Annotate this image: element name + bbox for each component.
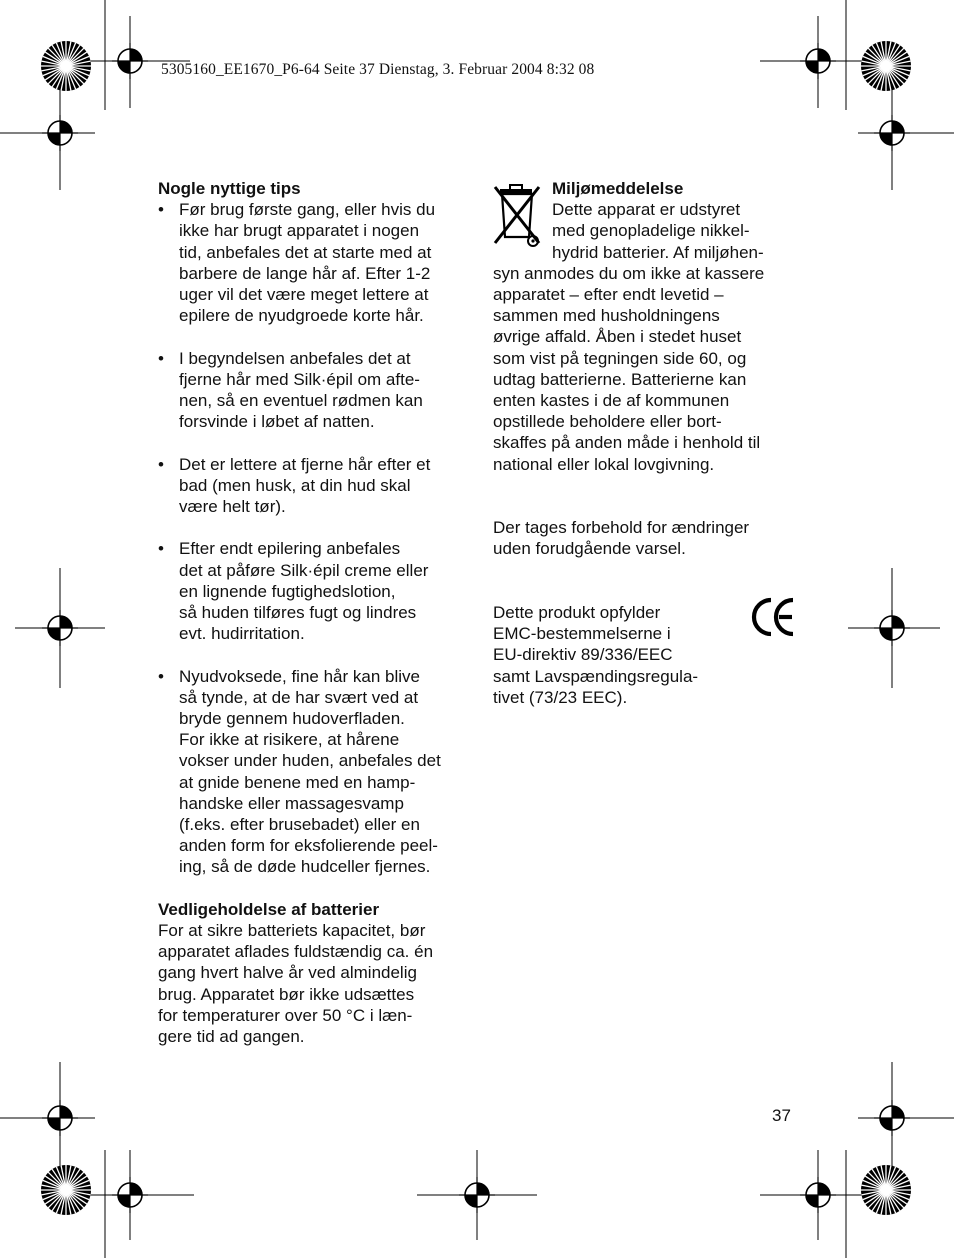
battery-paragraph bbox=[158, 920, 468, 1047]
bullet-marker: • bbox=[158, 539, 164, 559]
environment-heading: Miljømeddelelse bbox=[552, 179, 684, 198]
battery-line: gere tid ad gangen. bbox=[158, 1027, 305, 1047]
battery-line: For at sikre batteriets kapacitet, bør bbox=[158, 921, 426, 941]
bullet-marker: • bbox=[158, 348, 164, 368]
reservation-line: uden forudgående varsel. bbox=[493, 539, 686, 559]
tip-line: en lignende fugtighedslotion, bbox=[179, 581, 396, 601]
emc-line: EMC-bestemmelserne i bbox=[493, 624, 671, 644]
tip-line: For ikke at risikere, at hårene bbox=[179, 730, 400, 750]
tip-item bbox=[158, 666, 468, 878]
tip-item bbox=[158, 348, 468, 433]
crossed-out-wheeled-bin-icon bbox=[493, 181, 541, 249]
tip-line: forsvinde i løbet af natten. bbox=[179, 412, 375, 432]
emc-line: samt Lavspændingsregula- bbox=[493, 666, 699, 686]
emc-line: tivet (73/23 EEC). bbox=[493, 687, 628, 707]
tip-line: tid, anbefales det at starte med at bbox=[179, 242, 432, 262]
tip-line: Det er lettere at fjerne hår efter et bbox=[179, 454, 431, 474]
tip-line: handske eller massagesvamp bbox=[179, 793, 404, 813]
environment-line: skaffes på anden måde i henhold til bbox=[493, 433, 761, 453]
environment-line: øvrige affald. Åben i stedet huset bbox=[493, 327, 742, 347]
battery-line: brug. Apparatet bør ikke udsættes bbox=[158, 984, 415, 1004]
tip-line: at gnide benene med en hamp- bbox=[179, 772, 416, 792]
battery-line: gang hvert halve år ved almindelig bbox=[158, 963, 417, 983]
ce-mark-icon bbox=[751, 596, 797, 638]
print-header: 5305160_EE1670_P6-64 Seite 37 Dienstag, 3. Februar 2004 8:32 08 bbox=[161, 61, 595, 78]
tip-line: anden form for eksfolierende peel- bbox=[179, 836, 438, 856]
reservation-line: Der tages forbehold for ændringer bbox=[493, 518, 750, 538]
tip-line: Før brug første gang, eller hvis du bbox=[179, 200, 436, 220]
environment-line: som vist på tegningen side 60, og bbox=[493, 348, 747, 368]
tip-line: så tynde, at de har svært ved at bbox=[179, 687, 419, 707]
tip-line: epilere de nyudgroede korte hår. bbox=[179, 306, 424, 326]
battery-heading: Vedligeholdelse af batterier bbox=[158, 899, 380, 919]
tip-item bbox=[158, 199, 468, 326]
environment-line: national eller lokal lovgivning. bbox=[493, 454, 715, 474]
environment-line: Dette apparat er udstyret bbox=[552, 200, 741, 220]
environment-line: med genopladelige nikkel- bbox=[552, 221, 750, 241]
emc-paragraph bbox=[493, 602, 799, 708]
environment-line: sammen med husholdningens bbox=[493, 306, 720, 326]
tip-line: det at påføre Silk·épil creme eller bbox=[179, 560, 429, 580]
tip-line: nen, så en eventuel rødmen kan bbox=[179, 391, 423, 411]
environment-line: opstillede beholdere eller bort- bbox=[493, 412, 722, 432]
tip-line: fjerne hår med Silk·épil om afte- bbox=[179, 369, 420, 389]
tip-line: I begyndelsen anbefales det at bbox=[179, 348, 411, 368]
bullet-marker: • bbox=[158, 666, 164, 686]
tip-line: bryde gennem hudoverfladen. bbox=[179, 709, 405, 729]
environment-line: syn anmodes du om ikke at kassere bbox=[493, 263, 765, 283]
reservation-paragraph bbox=[493, 517, 799, 559]
left-column bbox=[158, 178, 468, 1047]
right-column bbox=[493, 178, 799, 708]
tip-line: bad (men husk, at din hud skal bbox=[179, 475, 411, 495]
bullet-marker: • bbox=[158, 454, 164, 474]
environment-line: udtag batterierne. Batterierne kan bbox=[493, 369, 747, 389]
environment-line: enten kastes i de af kommunen bbox=[493, 391, 730, 411]
battery-line: for temperaturer over 50 °C i læn- bbox=[158, 1005, 413, 1025]
environment-line: apparatet – efter endt levetid – bbox=[493, 285, 724, 305]
tips-list bbox=[158, 199, 468, 899]
tip-line: (f.eks. efter brusebadet) eller en bbox=[179, 815, 420, 835]
environment-line: hydrid batterier. Af miljøhen- bbox=[552, 242, 764, 262]
tip-line: ikke har brugt apparatet i nogen bbox=[179, 221, 420, 241]
emc-line: Dette produkt opfylder bbox=[493, 603, 661, 622]
tip-line: Nyudvoksede, fine hår kan blive bbox=[179, 666, 420, 686]
tip-line: evt. hudirritation. bbox=[179, 624, 305, 644]
tip-line: så huden tilføres fugt og lindres bbox=[179, 603, 417, 623]
battery-line: apparatet aflades fuldstændig ca. én bbox=[158, 942, 434, 962]
environment-paragraph bbox=[493, 263, 799, 475]
tips-heading: Nogle nyttige tips bbox=[158, 179, 301, 198]
tip-line: uger vil det være meget lettere at bbox=[179, 285, 429, 305]
tip-line: være helt tør). bbox=[179, 497, 286, 517]
emc-line: EU-direktiv 89/336/EEC bbox=[493, 645, 673, 665]
tip-line: vokser under huden, anbefales det bbox=[179, 751, 441, 771]
tip-item bbox=[158, 454, 468, 518]
page-number: 37 bbox=[772, 1106, 791, 1125]
tip-line: Efter endt epilering anbefales bbox=[179, 539, 401, 559]
tip-line: ing, så de døde hudceller fjernes. bbox=[179, 857, 431, 877]
tip-line: barbere de lange hår af. Efter 1-2 bbox=[179, 263, 431, 283]
bullet-marker: • bbox=[158, 200, 164, 220]
tip-item bbox=[158, 538, 468, 644]
